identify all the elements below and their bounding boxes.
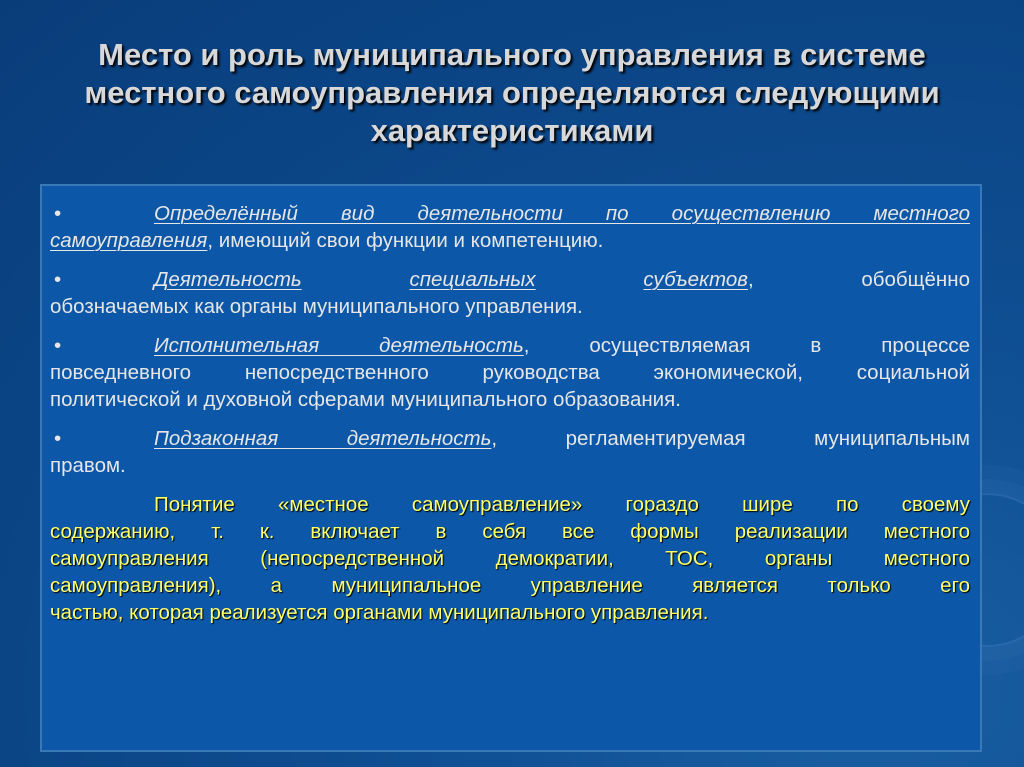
item-3-text-line-2: повседневного непосредственного руководства экономической, социальной [50, 361, 970, 384]
item-3-text-line-3: политической и духовной сферами муниципального образования. [50, 388, 681, 411]
item-2-emphasis-word-1: Деятельность [154, 268, 302, 291]
item-2-text-word: обобщённо [861, 268, 970, 291]
list-item-3 [50, 332, 970, 413]
list-item-2: • Деятельность специальных субъектов, обобщённо обозначаемых как органы муниципального управления. [50, 268, 970, 318]
note-line-5: частью, которая реализуется органами муниципального управления. [50, 601, 709, 624]
summary-note [50, 491, 970, 626]
bullet-3: • [54, 334, 62, 357]
title-line-2: местного самоуправления определяются следующими [84, 75, 940, 110]
note-line-2: содержанию, т. к. включает в себя все формы реализации местного [50, 520, 970, 543]
note-line-3: самоуправления (непосредственной демократии, ТОС, органы местного [50, 547, 970, 570]
item-1-text: , имеющий свои функции и компетенцию. [207, 229, 604, 252]
title-line-1: Место и роль муниципального управления в системе [98, 37, 926, 72]
item-4-text-line-1: , регламентируемая муниципальным [491, 427, 970, 450]
title-line-3: характеристиками [370, 113, 654, 148]
content-box [40, 184, 982, 752]
note-line-1: Понятие «местное самоуправление» гораздо шире по своему [154, 493, 970, 516]
bullet-2: • [54, 268, 62, 291]
bullet-4: • [54, 427, 62, 450]
item-3-text-line-1: , осуществляемая в процессе [523, 334, 971, 357]
item-1-emphasis-line-1: Определённый вид деятельности по осуществлению местного [154, 202, 970, 225]
item-2-emphasis-word-3: субъектов [643, 268, 748, 291]
item-1-emphasis-line-2: самоуправления [50, 229, 208, 252]
item-3-emphasis: Исполнительная деятельность [154, 334, 524, 357]
list-item-1 [50, 200, 970, 254]
item-2-emphasis-word-2: специальных [409, 268, 536, 291]
item-2-text-line-2: обозначаемых как органы муниципального управления. [50, 295, 583, 318]
slide-title [20, 36, 1004, 150]
item-4-text-line-2: правом. [50, 454, 126, 477]
bullet-1: • [54, 202, 62, 225]
item-4-emphasis: Подзаконная деятельность [154, 427, 492, 450]
list-item-4 [50, 425, 970, 479]
note-line-4: самоуправления), а муниципальное управление является только его [50, 574, 970, 597]
